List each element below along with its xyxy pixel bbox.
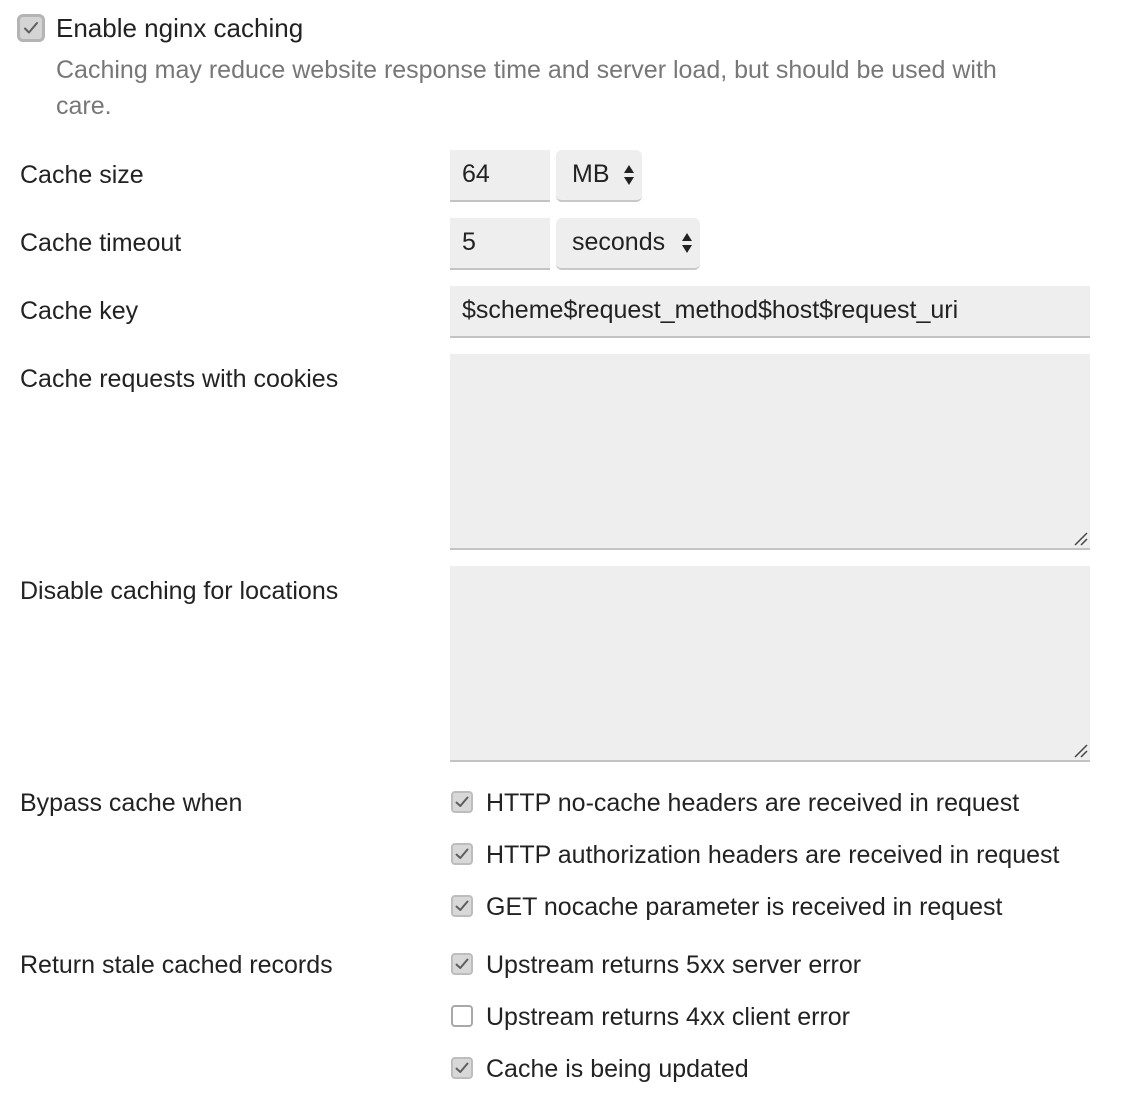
enable-caching-label[interactable]: Enable nginx caching <box>56 13 304 43</box>
check-icon <box>22 19 40 37</box>
bypass-no-cache-label[interactable]: HTTP no-cache headers are received in request <box>486 789 1020 817</box>
check-icon <box>454 846 470 862</box>
cache-size-input[interactable]: 64 <box>450 150 550 202</box>
resize-handle-icon[interactable] <box>1072 742 1088 758</box>
cache-timeout-label: Cache timeout <box>20 229 182 257</box>
cache-size-unit-value: MB <box>572 160 610 188</box>
cache-timeout-unit-value: seconds <box>572 228 666 256</box>
bypass-authorization-checkbox[interactable] <box>451 843 473 865</box>
stale-updating-label[interactable]: Cache is being updated <box>486 1055 749 1083</box>
cache-key-input[interactable]: $scheme$request_method$host$request_uri <box>450 286 1090 338</box>
check-icon <box>454 898 470 914</box>
check-icon <box>454 1060 470 1076</box>
stale-5xx-label[interactable]: Upstream returns 5xx server error <box>486 951 862 979</box>
stale-label: Return stale cached records <box>20 951 333 979</box>
stale-5xx-checkbox[interactable] <box>451 953 473 975</box>
bypass-get-nocache-label[interactable]: GET nocache parameter is received in request <box>486 893 1003 921</box>
stale-4xx-label[interactable]: Upstream returns 4xx client error <box>486 1003 851 1031</box>
bypass-no-cache-checkbox[interactable] <box>451 791 473 813</box>
disable-locations-label: Disable caching for locations <box>20 577 339 605</box>
cache-timeout-unit-select[interactable] <box>556 218 700 270</box>
cache-key-label: Cache key <box>20 297 139 325</box>
select-arrows-icon <box>623 164 635 186</box>
bypass-authorization-label[interactable]: HTTP authorization headers are received in request <box>486 841 1060 869</box>
cache-timeout-input[interactable]: 5 <box>450 218 550 270</box>
resize-handle-icon[interactable] <box>1072 530 1088 546</box>
check-icon <box>454 794 470 810</box>
bypass-get-nocache-checkbox[interactable] <box>451 895 473 917</box>
stale-updating-checkbox[interactable] <box>451 1057 473 1079</box>
cookies-label: Cache requests with cookies <box>20 365 339 393</box>
cookies-textarea[interactable] <box>450 354 1090 550</box>
enable-caching-description: Caching may reduce website response time and server load, but should be used with care. <box>56 56 997 120</box>
check-icon <box>454 956 470 972</box>
bypass-label: Bypass cache when <box>20 789 243 817</box>
cache-size-label: Cache size <box>20 161 144 189</box>
select-arrows-icon <box>681 232 693 254</box>
cache-size-unit-select[interactable] <box>556 150 642 202</box>
stale-4xx-checkbox[interactable] <box>451 1005 473 1027</box>
enable-caching-checkbox[interactable] <box>17 14 45 42</box>
disable-locations-textarea[interactable] <box>450 566 1090 762</box>
